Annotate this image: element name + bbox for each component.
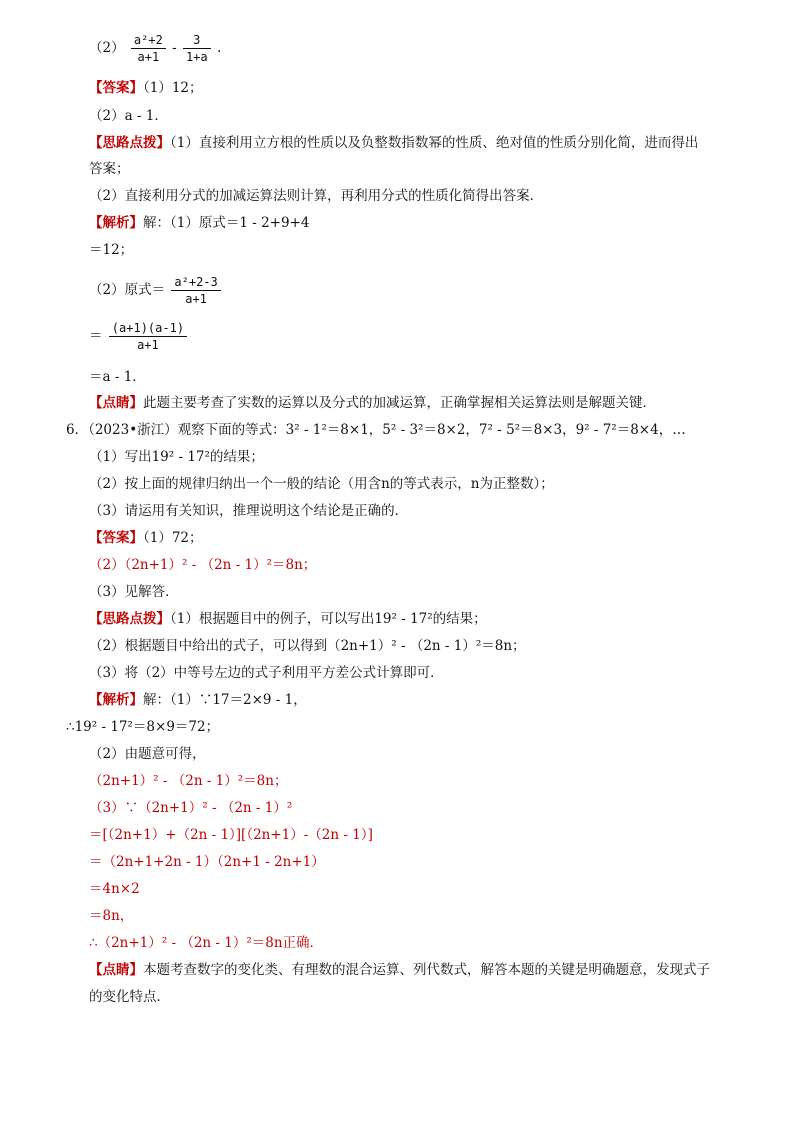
solution-text: 解：（1）原式＝1 - 2+9+4 — [143, 215, 310, 231]
tip-text-2: （2）直接利用分式的加减运算法则计算，再利用分式的性质化简得出答案． — [89, 188, 544, 204]
comment-tag: 【点睛】 — [89, 962, 143, 978]
q6-solution-line — [89, 690, 307, 710]
solution-step-2: ∴19² - 17²＝8×9＝72； — [66, 719, 220, 735]
solution-tag: 【解析】 — [89, 215, 143, 231]
solution-prefix: （2）原式＝ — [89, 282, 166, 298]
solution-step: ＝12； — [89, 242, 134, 258]
answer-text: （1）72； — [143, 530, 203, 546]
comment-text: 本题考查数字的变化类、有理数的混合运算、列代数式，解答本题的关键是明确题意，发现式子 — [143, 962, 710, 978]
solution-fraction-line — [89, 274, 223, 307]
fraction-1-numerator: a²+2 — [131, 32, 166, 49]
answer-text-2: （2）（2n+1）² - （2n - 1）²＝8n； — [89, 557, 317, 573]
tip-tag: 【思路点拨】 — [89, 611, 170, 627]
answer-text: （1）12； — [143, 80, 203, 96]
answer-line — [89, 78, 203, 98]
solution-step-6: ＝[（2n+1）+（2n - 1）][（2n+1）-（2n - 1）] — [89, 827, 373, 843]
solution-fraction-1-denominator: a+1 — [185, 292, 207, 306]
answer-text-3: （3）见解答． — [89, 584, 179, 600]
solution-tag: 【解析】 — [89, 692, 143, 708]
q6-answer-line — [89, 528, 203, 548]
fraction-2 — [183, 32, 211, 65]
minus-sign: - — [172, 40, 181, 56]
solution-fraction-line-2 — [89, 320, 189, 353]
solution-result: ＝a - 1． — [89, 369, 146, 385]
tip-text-3: （3）将（2）中等号左边的式子利用平方差公式计算即可． — [89, 665, 444, 681]
solution-line — [89, 213, 309, 233]
solution-fraction-2-denominator: a+1 — [137, 338, 159, 352]
comment-line — [89, 393, 656, 413]
item-number: （2） — [89, 40, 125, 56]
comment-text-cont: 的变化特点． — [89, 989, 170, 1005]
solution-fraction-1-numerator: a²+2-3 — [171, 274, 220, 291]
fraction-1-denominator: a+1 — [137, 50, 160, 64]
tip-text-2: （2）根据题目中给出的式子，可以得到（2n+1）² - （2n - 1）²＝8n； — [89, 638, 526, 654]
solution-step-7: ＝（2n+1+2n - 1）（2n+1 - 2n+1） — [89, 854, 325, 870]
solution-fraction-2 — [109, 320, 187, 353]
question-6-part-1: （1）写出19² - 17²的结果； — [89, 449, 264, 465]
fraction-2-numerator: 3 — [183, 32, 211, 49]
solution-text: 解：（1）∵17＝2×9 - 1， — [143, 692, 307, 708]
solution-step-10: ∴（2n+1）² - （2n - 1）²＝8n正确． — [89, 935, 324, 951]
comment-tag: 【点睛】 — [89, 395, 143, 411]
tip-text: （1）直接利用立方根的性质以及负整数指数幂的性质、绝对值的性质分别化简，进而得出 — [170, 135, 699, 151]
answer-tag: 【答案】 — [89, 80, 143, 96]
answer-tag: 【答案】 — [89, 530, 143, 546]
tip-text: （1）根据题目中的例子，可以写出19² - 17²的结果； — [170, 611, 487, 627]
period: . — [216, 40, 222, 56]
solution-step-4: （2n+1）² - （2n - 1）²＝8n； — [89, 773, 288, 789]
problem-2-expression — [89, 32, 221, 65]
question-6-heading: 6．（2023•浙江）观察下面的等式：3² - 1²＝8×1，5² - 3²＝8×2，7² - 5²＝8×3，9² - 7²＝8×4，… — [66, 422, 686, 438]
comment-text: 此题主要考查了实数的运算以及分式的加减运算，正确掌握相关运算法则是解题关键． — [143, 395, 656, 411]
question-6-part-3: （3）请运用有关知识，推理说明这个结论是正确的． — [89, 503, 409, 519]
solution-step-5: （3）∵（2n+1）² - （2n - 1）² — [89, 800, 293, 816]
q6-comment-line — [89, 960, 710, 980]
solution-step-8: ＝4n×2 — [89, 881, 140, 897]
answer-text-2: （2）a - 1． — [89, 108, 168, 124]
equals-sign: ＝ — [89, 328, 103, 344]
solution-fraction-1 — [171, 274, 220, 307]
solution-step-9: ＝8n， — [89, 908, 134, 924]
solution-step-3: （2）由题意可得， — [89, 746, 206, 762]
q6-tip-line — [89, 609, 487, 629]
tip-tag: 【思路点拨】 — [89, 135, 170, 151]
tip-line — [89, 133, 698, 153]
fraction-1 — [131, 32, 166, 65]
tip-text-cont: 答案； — [89, 161, 130, 177]
solution-fraction-2-numerator: (a+1)(a-1) — [109, 320, 187, 337]
fraction-2-denominator: 1+a — [185, 50, 208, 64]
question-6-part-2: （2）按上面的规律归纳出一个一般的结论（用含n的等式表示，n为正整数）； — [89, 476, 554, 492]
